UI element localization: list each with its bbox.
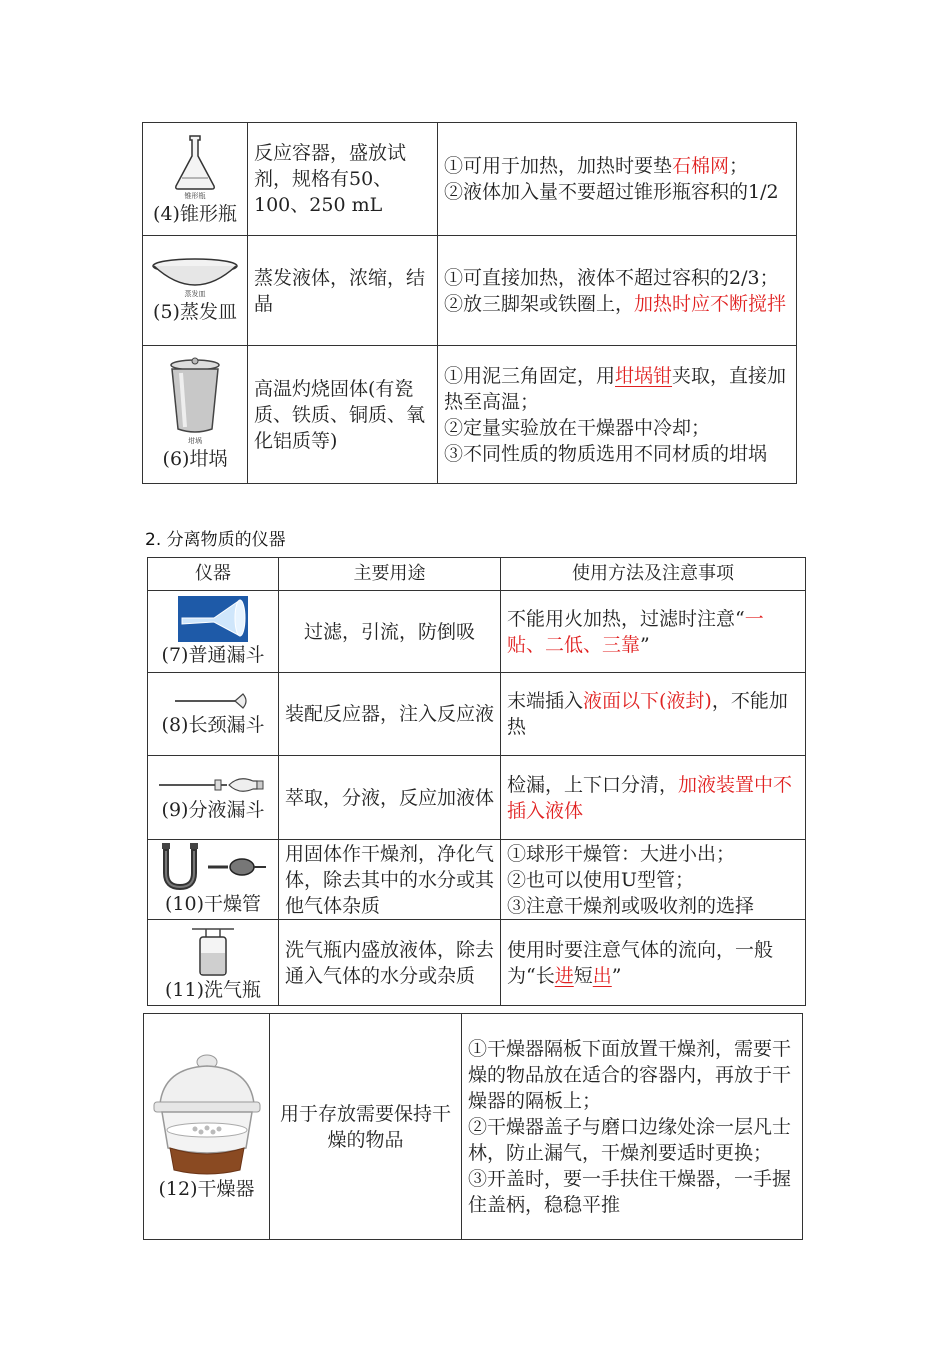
drying-tube-icon	[158, 843, 268, 891]
instrument-cell	[143, 123, 248, 236]
crucible-icon	[165, 357, 225, 437]
instrument-caption: 坩埚	[188, 437, 202, 445]
instrument-label: (9)分液漏斗	[161, 798, 265, 821]
instrument-label: (12)干燥器	[158, 1177, 255, 1200]
instrument-cell	[148, 840, 279, 920]
table-row	[143, 123, 797, 236]
notes-cell: ①可直接加热，液体不超过容积的2/3； ②放三脚架或铁圈上，加热时应不断搅拌	[438, 236, 797, 346]
table-heating-instruments	[142, 122, 797, 484]
notes-cell: ①干燥器隔板下面放置干燥剂，需要干燥的物品放在适合的容器内，再放于干燥器的隔板上； ②干燥器盖子与磨口边缘处涂一层凡士林，防止漏气，干燥剂要适时更换； ③开盖时，要一手扶住干燥器，一手握住盖柄，稳稳平推	[462, 1014, 803, 1240]
table-row	[143, 236, 797, 346]
instrument-label: (11)洗气瓶	[164, 978, 261, 1001]
instrument-cell	[143, 236, 248, 346]
table-row	[148, 920, 806, 1006]
column-header: 使用方法及注意事项	[501, 558, 806, 591]
notes-cell: ①球形干燥管：大进小出； ②也可以使用U型管； ③注意干燥剂或吸收剂的选择	[501, 840, 806, 920]
instrument-caption: 蒸发皿	[184, 290, 206, 298]
use-cell: 过滤，引流，防倒吸	[279, 591, 501, 673]
gas-washing-bottle-icon	[188, 923, 238, 977]
notes-cell: 不能用火加热，过滤时注意“一贴、二低、三靠”	[501, 591, 806, 673]
instrument-label: (6)坩埚	[162, 448, 228, 470]
use-cell: 洗气瓶内盛放液体，除去通入气体的水分或杂质	[279, 920, 501, 1006]
instrument-cell	[148, 920, 279, 1006]
column-header: 仪器	[148, 558, 279, 591]
table-row	[148, 673, 806, 756]
desiccator-icon	[150, 1052, 264, 1176]
table-row	[148, 756, 806, 840]
evaporating-dish-icon	[150, 256, 240, 290]
table-row	[143, 346, 797, 484]
separatory-funnel-icon	[157, 773, 269, 797]
instrument-cell	[143, 346, 248, 484]
instrument-cell	[148, 673, 279, 756]
instrument-cell	[148, 756, 279, 840]
table-row	[148, 591, 806, 673]
instrument-label: (7)普通漏斗	[161, 643, 265, 666]
table-separation-instruments	[147, 557, 806, 1006]
table-header-row	[148, 558, 806, 591]
table-row	[148, 840, 806, 920]
section-title: 2. 分离物质的仪器	[145, 530, 286, 550]
instrument-label: (4)锥形瓶	[153, 202, 237, 225]
notes-cell: 使用时要注意气体的流向，一般为“长进短出”	[501, 920, 806, 1006]
funnel-icon	[178, 596, 248, 642]
notes-cell: 检漏，上下口分清，加液装置中不插入液体	[501, 756, 806, 840]
use-cell: 蒸发液体，浓缩，结晶	[248, 236, 438, 346]
table-row	[144, 1014, 803, 1240]
use-cell: 装配反应器，注入反应液	[279, 673, 501, 756]
table-desiccator	[143, 1013, 803, 1240]
instrument-cell	[144, 1014, 270, 1240]
column-header: 主要用途	[279, 558, 501, 591]
instrument-label: (8)长颈漏斗	[161, 714, 265, 736]
notes-cell: 末端插入液面以下(液封)，不能加热	[501, 673, 806, 756]
instrument-label: (10)干燥管	[164, 892, 261, 915]
use-cell: 用于存放需要保持干燥的物品	[270, 1014, 462, 1240]
use-cell: 用固体作干燥剂，净化气体，除去其中的水分或其他气体杂质	[279, 840, 501, 920]
notes-cell: ①可用于加热，加热时要垫石棉网； ②液体加入量不要超过锥形瓶容积的1/2	[438, 123, 797, 236]
conical-flask-icon	[170, 132, 220, 192]
instrument-cell	[148, 591, 279, 673]
notes-cell: ①用泥三角固定，用坩埚钳夹取，直接加热至高温； ②定量实验放在干燥器中冷却； ③不同性质的物质选用不同材质的坩埚	[438, 346, 797, 484]
use-cell: 反应容器，盛放试剂，规格有50、100、250 mL	[248, 123, 438, 236]
use-cell: 高温灼烧固体(有瓷质、铁质、铜质、氧化铝质等)	[248, 346, 438, 484]
long-neck-funnel-icon	[173, 690, 253, 712]
use-cell: 萃取，分液，反应加液体	[279, 756, 501, 840]
instrument-label: (5)蒸发皿	[153, 301, 237, 323]
instrument-caption: 锥形瓶	[184, 191, 206, 200]
